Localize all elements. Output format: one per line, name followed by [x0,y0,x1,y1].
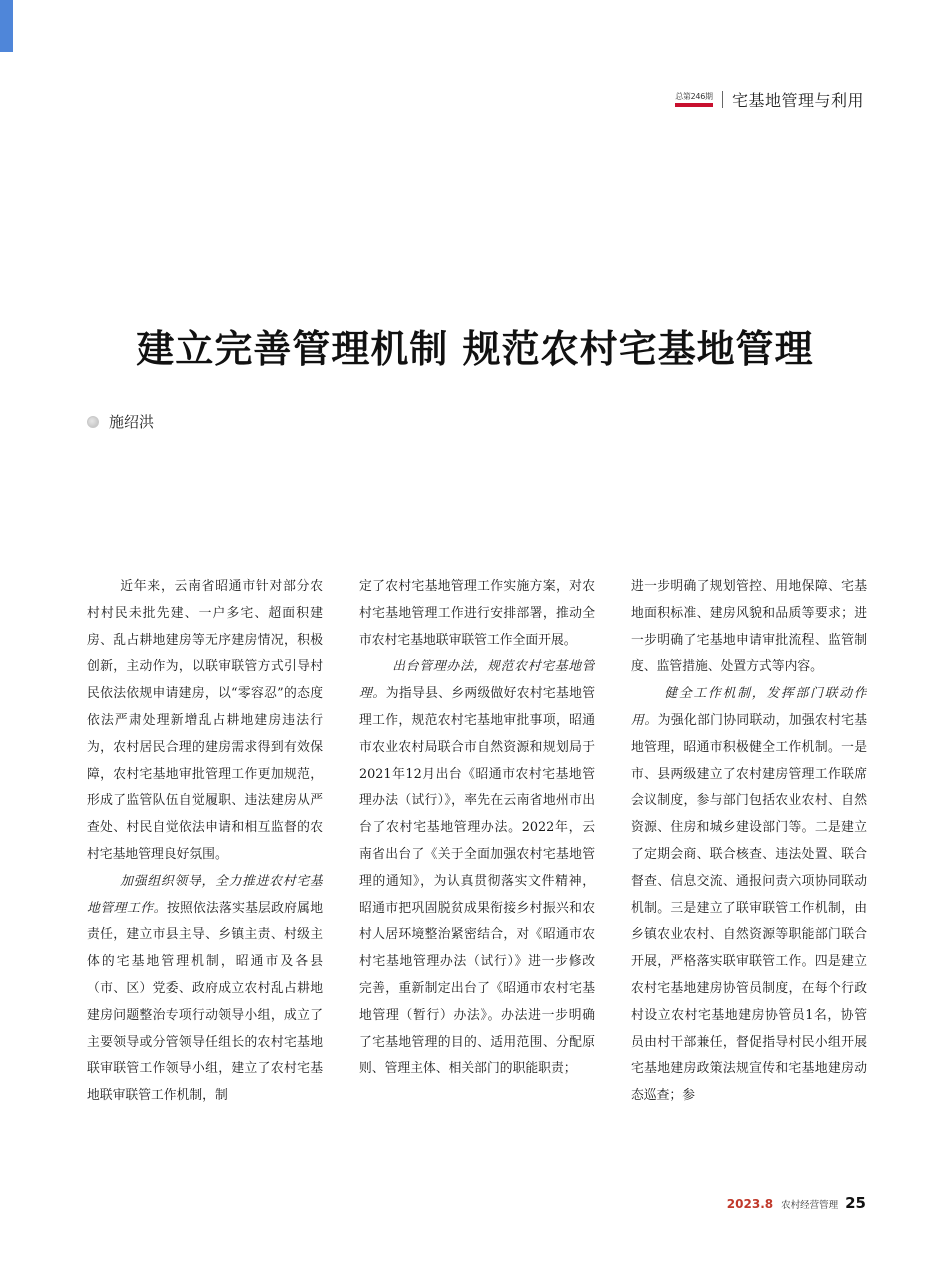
paragraph-text: 按照依法落实基层政府属地责任，建立市县主导、乡镇主责、村级主体的宅基地管理机制，昭通市及各县（市、区）党委、政府成立农村乱占耕地建房问题整治专项行动领导小组，成立了主要领导或分管领导任组长的农村宅基地联审联管工作领导小组，建立了农村宅基地联审联管工作机制，制 [87,900,323,1104]
author-line [87,411,154,432]
author-name: 施绍洪 [109,413,155,431]
paragraph: 进一步明确了规划管控、用地保障、宅基地面积标准、建房风貌和品质等要求；进一步明确了宅基地申请审批流程、监管制度、监管措施、处置方式等内容。 [631,579,867,675]
article-body [87,574,867,1179]
paragraph [87,869,323,1110]
paragraph: 近年来，云南省昭通市针对部分农村村民未批先建、一户多宅、超面积建房、乱占耕地建房等无序建房情况，积极创新，主动作为，以联审联管方式引导村民依法依规申请建房，以“零容忍”的态度依法严肃处理新增乱占耕地建房违法行为，农村居民合理的建房需求得到有效保障，农村宅基地审批管理工作更加规范，形成了监管队伍自觉履职、违法建房从严查处、村民自觉依法申请和相互监督的农村宅基地管理良好氛围。 [87,579,323,862]
section-name: 宅基地管理与利用 [731,91,864,110]
page-number: 25 [845,1194,866,1212]
paragraph [359,654,595,1083]
paragraph-lead: 出台管理办法，规范农村宅基地管理。 [359,659,595,702]
issue-marker [675,92,713,107]
author-bullet-icon [87,416,99,428]
issue-date: 2023.8 [726,1197,774,1211]
issue-accent-bar [675,103,713,107]
article-title: 建立完善管理机制 规范农村宅基地管理 [136,327,814,371]
paragraph-text: 为强化部门协同联动，加强农村宅基地管理，昭通市积极健全工作机制。一是市、县两级建立了农村建房管理工作联席会议制度，参与部门包括农业农村、自然资源、住房和城乡建设部门等。二是建立了定期会商、联合核查、违法处置、联合督查、信息交流、通报问责六项协同联动机制。三是建立了联审联管工作机制，由乡镇农业农村、自然资源等职能部门联合开展，严格落实联审联管工作。四是建立农村宅基地建房协管员制度，在每个行政村设立农村宅基地建房协管员1名，协管员由村干部兼任，督促指导村民小组开展宅基地建房政策法规宣传和宅基地建房动态巡查；参 [631,712,867,1104]
header-divider [722,91,723,108]
edge-color-tab [0,0,13,52]
paragraph-lead: 加强组织领导，全力推进农村宅基地管理工作。 [87,873,323,916]
paragraph-lead: 健全工作机制，发挥部门联动作用。 [631,686,867,728]
paragraph [631,681,867,1110]
text-column-2 [359,574,595,1179]
text-column-3 [631,574,867,1179]
page-footer [727,1194,866,1212]
paragraph-text: 为指导县、乡两级做好农村宅基地管理工作，规范农村宅基地审批事项，昭通市农业农村局联合市自然资源和规划局于2021年12月出台《昭通市农村宅基地管理办法（试行）》，率先在云南省地州市出台了农村宅基地管理办法。2022年，云南省出台了《关于全面加强农村宅基地管理的通知》，为认真贯彻落实文件精神，昭通市把巩固脱贫成果衔接乡村振兴和农村人居环境整治紧密结合，对《昭通市农村宅基地管理办法（试行）》进一步修改完善，重新制定出台了《昭通市农村宅基地管理（暂行）办法》。办法进一步明确了宅基地管理的目的、适用范围、分配原则、管理主体、相关部门的职能职责； [359,686,595,1077]
running-header [675,88,864,111]
paragraph: 定了农村宅基地管理工作实施方案，对农村宅基地管理工作进行安排部署，推动全市农村宅基地联审联管工作全面开展。 [359,579,595,648]
issue-number: 总第246期 [675,92,713,101]
text-column-1 [87,574,323,1179]
magazine-name: 农村经营管理 [781,1200,839,1211]
